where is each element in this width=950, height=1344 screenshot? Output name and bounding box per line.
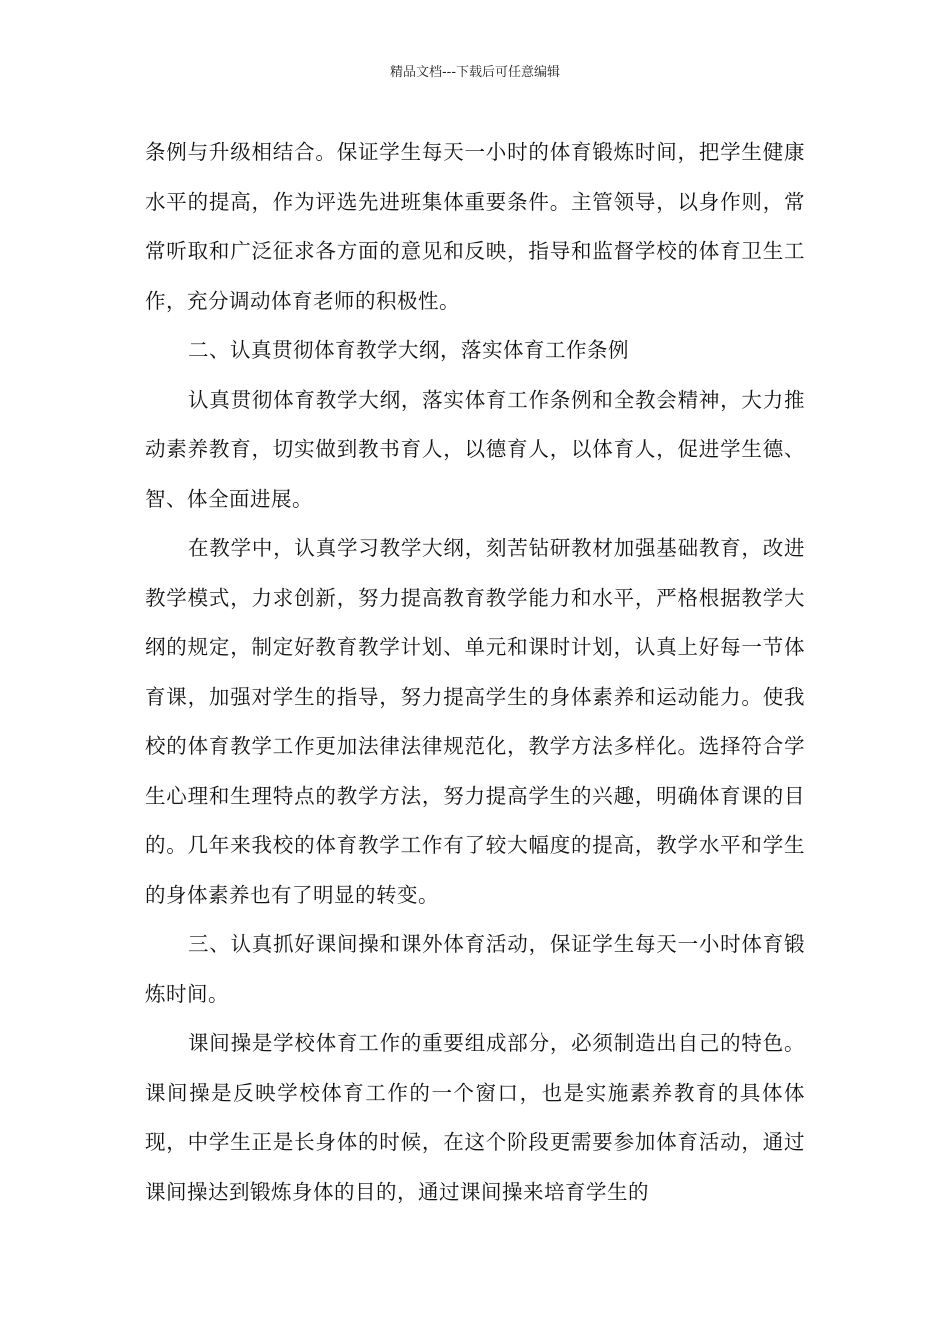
paragraph: 在教学中，认真学习教学大纲，刻苦钻研教材加强基础教育，改进教学模式，力求创新，努力提高教育教学能力和水平，严格根据教学大纲的规定，制定好教育教学计划、单元和课时计划，认真上好每一节体育课，加强对学生的指导，努力提高学生的身体素养和运动能力。使我校的体育教学工作更加法律法律规范化，教学方法多样化。选择符合学生心理和生理特点的教学方法，努力提高学生的兴趣，明确体育课的目的。几年来我校的体育教学工作有了较大幅度的提高，教学水平和学生的身体素养也有了明显的转变。 (145, 536, 805, 907)
page-header: 精品文档---下载后可任意编辑 (389, 65, 561, 80)
paragraph: 条例与升级相结合。保证学生每天一小时的体育锻炼时间，把学生健康水平的提高，作为评选先进班集体重要条件。主管领导，以身作则，常常听取和广泛征求各方面的意见和反映，指导和监督学校的体育卫生工作，充分调动体育老师的积极性。 (145, 140, 805, 313)
section-heading: 三、认真抓好课间操和课外体育活动，保证学生每天一小时体育锻炼时间。 (145, 932, 805, 1006)
section-heading: 二、认真贯彻体育教学大纲，落实体育工作条例 (188, 338, 629, 362)
document-body (145, 128, 805, 1217)
paragraph: 课间操是学校体育工作的重要组成部分，必须制造出自己的特色。课间操是反映学校体育工作的一个窗口，也是实施素养教育的具体体现，中学生正是长身体的时候，在这个阶段更需要参加体育活动，通过课间操达到锻炼身体的目的，通过课间操来培育学生的 (145, 1031, 805, 1204)
paragraph: 认真贯彻体育教学大纲，落实体育工作条例和全教会精神，大力推动素养教育，切实做到教书育人，以德育人，以体育人，促进学生德、智、体全面进展。 (145, 387, 805, 511)
